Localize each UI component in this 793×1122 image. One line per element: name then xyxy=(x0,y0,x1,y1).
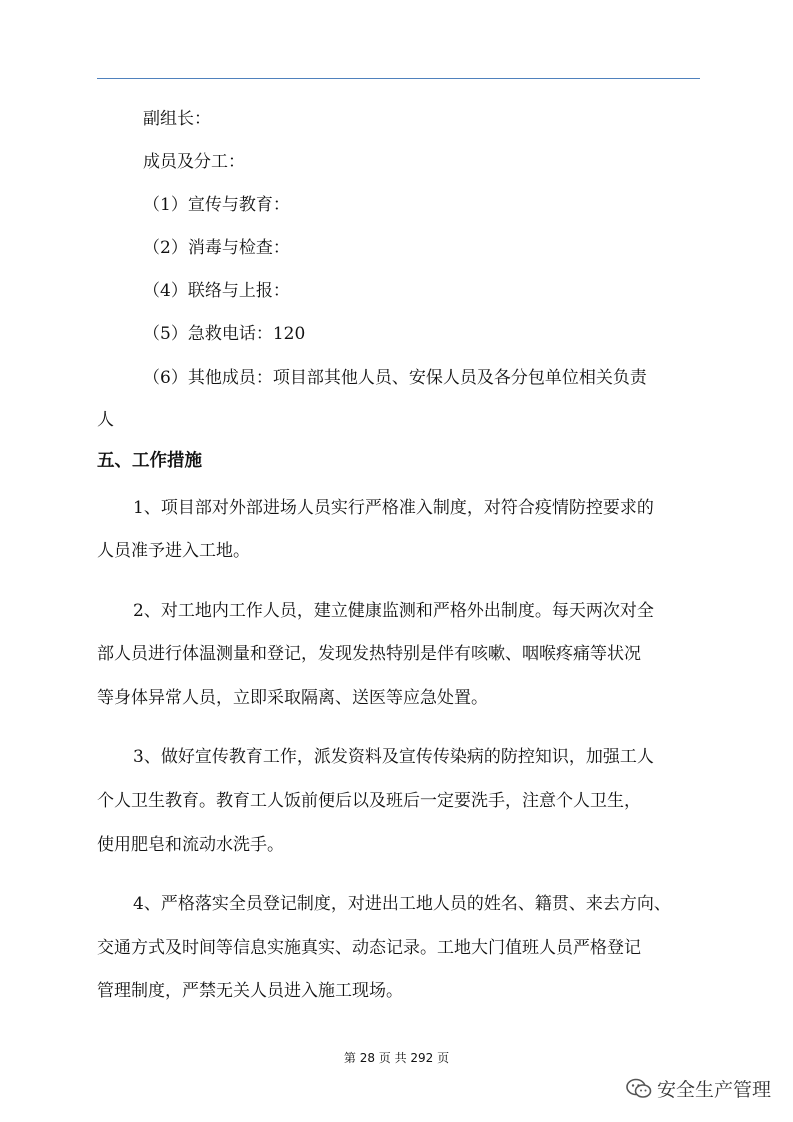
watermark-text: 安全生产管理 xyxy=(657,1079,772,1101)
role-disinfection-line: （2）消毒与检查： xyxy=(143,238,290,258)
measure-3-line-1: 3、做好宣传教育工作，派发资料及宣传传染病的防控知识，加强工人 xyxy=(133,747,654,767)
page-footer: 第 28 页 共 292 页 xyxy=(343,1051,450,1065)
measure-4-line-1: 4、严格落实全员登记制度，对进出工地人员的姓名、籍贯、来去方向、 xyxy=(133,894,671,914)
measure-3-line-2: 个人卫生教育。教育工人饭前便后以及班后一定要洗手，注意个人卫生， xyxy=(97,791,641,811)
deputy-leader-line: 副组长： xyxy=(143,109,211,129)
measure-1-line-2: 人员准予进入工地。 xyxy=(97,541,250,561)
role-liaison-line: （4）联络与上报： xyxy=(143,281,290,301)
role-others-line: （6）其他成员：项目部其他人员、安保人员及各分包单位相关负责 xyxy=(143,368,647,388)
section-heading: 五、工作措施 xyxy=(97,451,202,471)
measure-2-line-2: 部人员进行体温测量和登记，发现发热特别是伴有咳嗽、咽喉疼痛等状况 xyxy=(97,644,641,664)
role-emergency-line: （5）急救电话：120 xyxy=(143,324,306,344)
role-others-line-cont: 人 xyxy=(97,410,114,430)
members-line: 成员及分工： xyxy=(143,152,245,172)
wechat-watermark xyxy=(626,1075,771,1102)
measure-4-line-3: 管理制度，严禁无关人员进入施工现场。 xyxy=(97,981,403,1001)
measure-1-line-1: 1、项目部对外部进场人员实行严格准入制度，对符合疫情防控要求的 xyxy=(133,498,654,518)
role-publicity-line: （1）宣传与教育： xyxy=(143,195,290,215)
measure-2-line-3: 等身体异常人员，立即采取隔离、送医等应急处置。 xyxy=(97,688,488,708)
header-rule xyxy=(97,78,700,79)
measure-4-line-2: 交通方式及时间等信息实施真实、动态记录。工地大门值班人员严格登记 xyxy=(97,938,641,958)
measure-3-line-3: 使用肥皂和流动水洗手。 xyxy=(97,835,284,855)
wechat-icon xyxy=(626,1078,652,1100)
measure-2-line-1: 2、对工地内工作人员，建立健康监测和严格外出制度。每天两次对全 xyxy=(133,601,654,621)
